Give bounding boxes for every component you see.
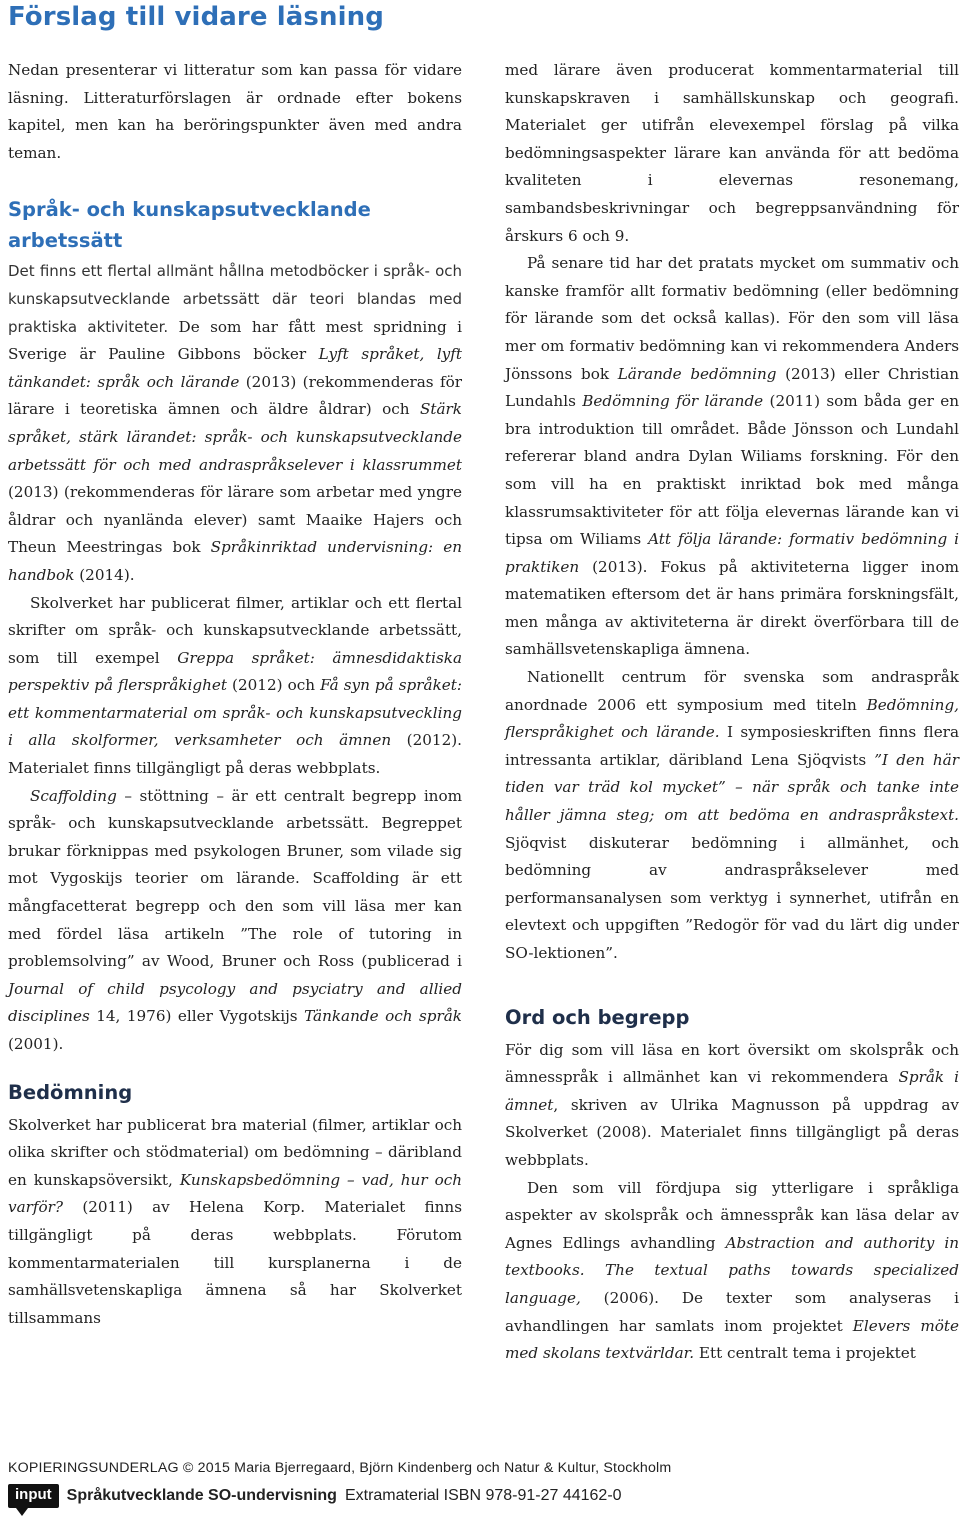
left-column (8, 57, 462, 1332)
ord-paragraph-1: För dig som vill läsa en kort översikt om skolspråk och ämnesspråk i allmänhet kan vi rekommendera Språk i ämnet, skriven av Ulrika Magnusson på uppdrag av Skolverket (2008). Materialet finns tillgängligt på deras webbplats. (505, 1040, 959, 1169)
footer-book-row (8, 1484, 952, 1508)
copyright-line: KOPIERINGSUNDERLAG © 2015 Maria Bjerregaard, Björn Kindenberg och Natur & Kultur, Stockholm (8, 1460, 672, 1476)
sprak-paragraph-1: Det finns ett flertal allmänt hållna metodböcker i språk- och kunskapsutvecklande arbetssätt där teori blandas med praktiska aktiviteter. De som har fått mest spridning i Sverige är Pauline Gibbons böcker Lyft språket, lyft tänkandet: språk och lärande (2013) (rekommenderas för lärare i teoretiska ämnen och äldre åldrar) och Stärk språket, stärk lärandet: språk- och kunskapsutvecklande arbetssätt för och med andraspråkselever i klassrummet (2013) (rekommenderas för lärare som arbetar med yngre åldrar och nyanlända elever) samt Maaike Hajers och Theun Meestringas bok Språkinriktad undervisning: en handbok (2014). (8, 262, 462, 584)
bedomning-paragraph-3: På senare tid har det pratats mycket om summativ och kanske framför allt formativ bedömning (eller bedömning för lärande som det också kallas). För den som vill läsa mer om formativ bedömning kan vi rekommendera Anders Jönssons bok Lärande bedömning (2013) eller Christian Lundahls Bedömning för lärande (2011) som båda ger en bra introduktion till området. Både Jönsson och Lundahl refererar bland andra Dylan Wiliams forskning. För den som vill ha en praktiskt inriktad bok med många klassrumsaktiviteter för att följa elevernas lärande kan vi tipsa om Wiliams Att följa lärande: formativ bedömning i praktiken (2013). Fokus på aktiviteterna ligger inom matematiken eftersom det är hans primära forskningsfält, men många av aktiviteterna är direkt överförbara till de samhällsvetenskapliga ämnena. (505, 254, 959, 659)
book-meta: Extramaterial ISBN 978-91-27 44162-0 (344, 1487, 622, 1504)
heading-sprak-kunskap: Språk- och kunskapsutvecklande arbetssätt (8, 198, 371, 253)
heading-ord-begrepp: Ord och begrepp (505, 1005, 690, 1029)
heading-bedomning: Bedömning (8, 1080, 133, 1104)
input-logo: input (8, 1484, 59, 1508)
bedomning-paragraph-1: Skolverket har publicerat bra material (filmer, artiklar och olika skrifter och stödmaterial) om bedömning – däribland en kunskapsöversikt, Kunskapsbedömning – vad, hur och varför? (2011) av Helena Korp. Materialet finns tillgängligt på deras webbplats. Förutom kommentarmaterialen till kursplanerna i de samhällsvetenskapliga ämnena så har Skolverket tillsammans (8, 1115, 463, 1327)
bedomning-paragraph-2: med lärare även producerat kommentarmaterial till kunskapskraven i samhällskunskap och geografi. Materialet ger utifrån elevexempel förslag på vilka bedömningsaspekter lärare kan använda för att bedöma kvaliteten i elevernas resonemang, sambandsbeskrivningar och begreppsanvändning för årskurs 6 och 9. (505, 61, 959, 245)
page-footer (8, 1460, 952, 1508)
sprak-paragraph-2: Skolverket har publicerat filmer, artiklar och ett flertal skrifter om språk- och kunskapsutvecklande arbetssätt, som till exempel Greppa språket: ämnesdidaktiska perspektiv på flerspråkighet (2012) och Få syn på språket: ett kommentarmaterial om språk- och kunskapsutveckling i alla skolformer, verksamheter och ämnen (2012). Materialet finns tillgängligt på deras webbplats. (8, 593, 463, 778)
sprak-paragraph-3: Scaffolding – stöttning – är ett centralt begrepp inom språk- och kunskapsutvecklande arbetssätt. Begreppet brukar förknippas med psykologen Bruner, som vilade sig mot Vygoskijs teorier om lärande. Scaffolding är ett mångfacetterat begrepp och den som vill läsa mer kan med fördel läsa artikeln ”The role of tutoring in problemsolving” av Wood, Bruner och Ross (publicerad i Journal of child psycology and psyciatry and allied disciplines 14, 1976) eller Vygotskijs Tänkande och språk (2001). (8, 786, 463, 1053)
book-title: Språkutvecklande SO-undervisning (66, 1487, 337, 1504)
bedomning-paragraph-4: Nationellt centrum för svenska som andraspråk anordnade 2006 ett symposium med titeln Bedömning, flerspråkighet och lärande. I symposieskriften finns flera intressanta artiklar, däribland Lena Sjöqvists ”I den här tiden var träd kol mycket” – när språk och tanke inte håller jämna steg; om att bedöma en andraspråkstext. Sjöqvist diskuterar bedömning i allmänhet, och bedömning av andraspråkselever med performansanalysen som verktyg i synnerhet, utifrån en elevtext och uppgiften ”Redogör för vad du lärt dig under SO-lektionen”. (505, 668, 959, 962)
ord-paragraph-2: Den som vill fördjupa sig ytterligare i språkliga aspekter av skolspråk och ämnesspråk kan läsa delar av Agnes Edlings avhandling Abstraction and authority in textbooks. The textual paths towards specialized language, (2006). De texter som analyseras i avhandlingen har samlats inom projektet Elevers möte med skolans textvärldar. Ett centralt tema i projektet (505, 1178, 960, 1363)
page-title: Förslag till vidare läsning (8, 2, 384, 32)
intro-paragraph: Nedan presenterar vi litteratur som kan passa för vidare läsning. Litteraturförslagen är ordnade efter bokens kapitel, men kan ha beröringspunkter även med andra teman. (8, 61, 462, 162)
right-column (505, 57, 959, 1368)
